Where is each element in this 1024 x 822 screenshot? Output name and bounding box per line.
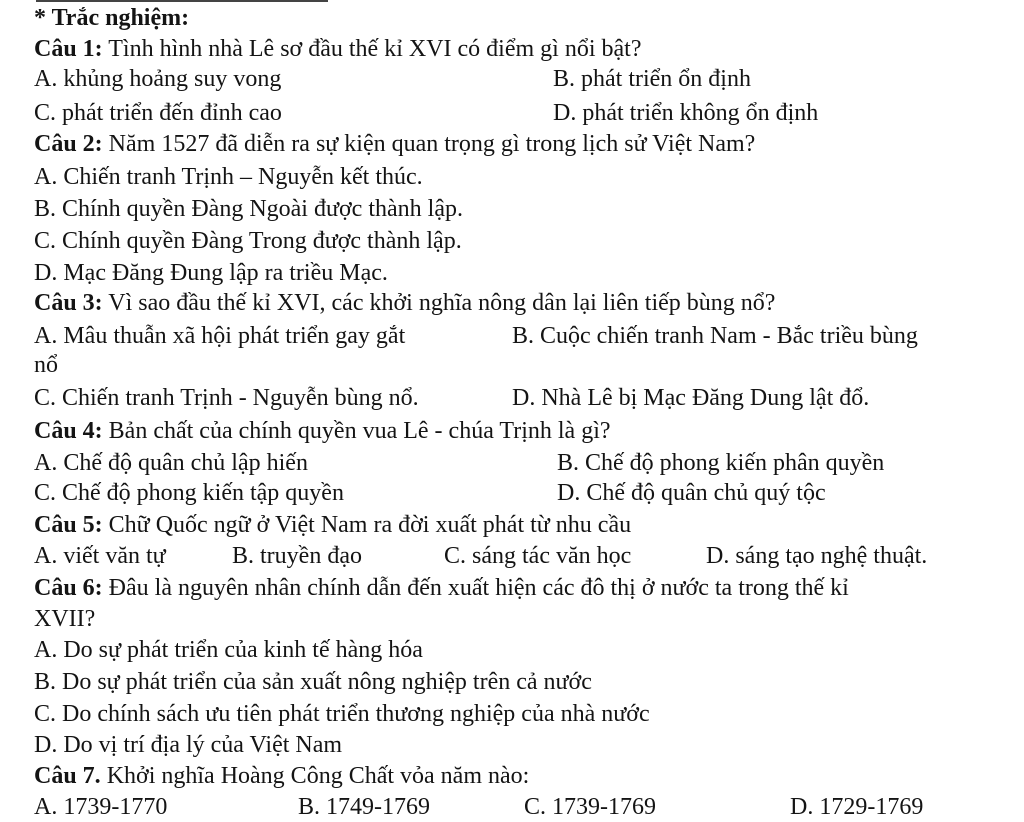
question-6-text: Đâu là nguyên nhân chính dẫn đến xuất hiện các đô thị ở nước ta trong thế kỉ [102,575,849,601]
q2-option-d: D. Mạc Đăng Đung lập ra triều Mạc. [34,260,388,286]
q3-option-c: C. Chiến tranh Trịnh - Nguyễn bùng nổ. [34,385,419,411]
q6-option-c: C. Do chính sách ưu tiên phát triển thương nghiệp của nhà nước [34,701,650,727]
q2-option-a: A. Chiến tranh Trịnh – Nguyễn kết thúc. [34,164,423,190]
question-5-label: Câu 5: [34,512,103,538]
q5-option-b: B. truyền đạo [232,543,362,569]
question-7-label: Câu 7. [34,763,101,789]
q5-option-a: A. viết văn tự [34,543,166,569]
q6-option-a: A. Do sự phát triển của kinh tế hàng hóa [34,637,423,663]
q3-option-b-continued: nổ [34,352,58,378]
question-2 [34,129,755,159]
question-4 [34,416,611,446]
q1-option-a: A. khủng hoảng suy vong [34,66,282,92]
question-5 [34,510,631,540]
q5-option-d: D. sáng tạo nghệ thuật. [706,543,928,569]
question-6 [34,573,849,603]
question-5-text: Chữ Quốc ngữ ở Việt Nam ra đời xuất phát từ nhu cầu [102,512,632,538]
q6-option-d: D. Do vị trí địa lý của Việt Nam [34,732,343,758]
question-1-label: Câu 1: [34,36,103,62]
question-6-continued: XVII? [34,606,96,632]
q3-option-a: A. Mâu thuẫn xã hội phát triển gay gắt [34,323,406,349]
q4-option-c: C. Chế độ phong kiến tập quyền [34,480,344,506]
question-2-label: Câu 2: [34,131,103,157]
q7-option-b: B. 1749-1769 [298,794,430,820]
q2-option-b: B. Chính quyền Đàng Ngoài được thành lập. [34,196,463,222]
q3-option-b: B. Cuộc chiến tranh Nam - Bắc triều bùng [512,323,918,349]
question-3-text: Vì sao đầu thế kỉ XVI, các khởi nghĩa nông dân lại liên tiếp bùng nổ? [102,290,776,316]
question-7 [34,761,529,791]
section-header: * Trắc nghiệm: [34,5,190,31]
top-divider [36,0,328,2]
q4-option-a: A. Chế độ quân chủ lập hiến [34,450,308,476]
q7-option-d: D. 1729-1769 [790,794,924,820]
q2-option-c: C. Chính quyền Đàng Trong được thành lập. [34,228,462,254]
q3-option-d: D. Nhà Lê bị Mạc Đăng Dung lật đổ. [512,385,870,411]
question-6-label: Câu 6: [34,575,103,601]
q5-option-c: C. sáng tác văn học [444,543,632,569]
q1-option-b: B. phát triển ổn định [553,66,751,92]
question-4-text: Bản chất của chính quyền vua Lê - chúa Trịnh là gì? [102,418,611,444]
question-4-label: Câu 4: [34,418,103,444]
question-2-text: Năm 1527 đã diễn ra sự kiện quan trọng gì trong lịch sử Việt Nam? [102,131,756,157]
q4-option-d: D. Chế độ quân chủ quý tộc [557,480,826,506]
question-3-label: Câu 3: [34,290,103,316]
q6-option-b: B. Do sự phát triển của sản xuất nông nghiệp trên cả nước [34,669,592,695]
q1-option-c: C. phát triển đến đỉnh cao [34,100,282,126]
question-3 [34,288,775,318]
q1-option-d: D. phát triển không ổn định [553,100,819,126]
question-1-text: Tình hình nhà Lê sơ đầu thế kỉ XVI có điểm gì nổi bật? [102,36,642,62]
q4-option-b: B. Chế độ phong kiến phân quyền [557,450,885,476]
q7-option-a: A. 1739-1770 [34,794,168,820]
q7-option-c: C. 1739-1769 [524,794,656,820]
question-7-text: Khởi nghĩa Hoàng Công Chất vỏa năm nào: [100,763,530,789]
question-1 [34,34,641,64]
